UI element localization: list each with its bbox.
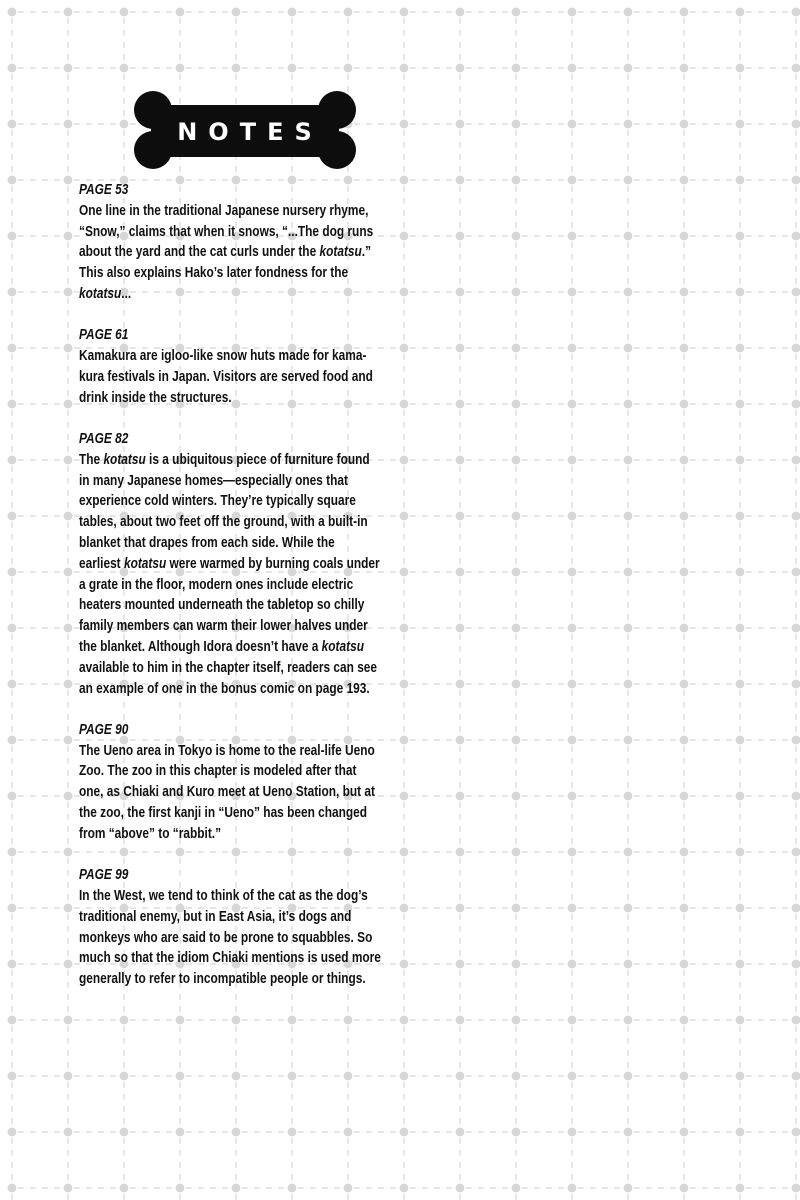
notes-badge <box>127 88 363 176</box>
note-line: monkeys who are said to be prone to squabbles. So <box>79 929 373 946</box>
note-page-53 <box>79 180 423 305</box>
note-line: experience cold winters. They’re typically square <box>79 493 356 510</box>
note-line: drink inside the structures. <box>79 389 232 406</box>
note-line: the blanket. Although Idora doesn’t have a kotatsu <box>79 638 364 655</box>
note-page-90 <box>79 720 423 845</box>
note-line: This also explains Hako’s later fondness for the <box>79 265 349 282</box>
note-page-82 <box>79 429 423 699</box>
note-line: generally to refer to incompatible people or things. <box>79 971 366 988</box>
note-line: the zoo, the first kanji in “Ueno” has been changed <box>79 805 368 822</box>
note-line: “Snow,” claims that when it snows, “...The dog runs <box>79 223 374 240</box>
note-line: kura festivals in Japan. Visitors are served food and <box>79 368 373 385</box>
note-heading: PAGE 61 <box>79 327 129 344</box>
note-line: available to him in the chapter itself, readers can see <box>79 659 378 676</box>
note-page-61 <box>79 325 423 408</box>
note-line: tables, about two feet off the ground, with a built-in <box>79 514 368 531</box>
note-line: The Ueno area in Tokyo is home to the real-life Ueno <box>79 742 375 759</box>
note-line: heaters mounted underneath the tabletop so chilly <box>79 597 365 614</box>
note-line: from “above” to “rabbit.” <box>79 825 222 842</box>
note-line: One line in the traditional Japanese nursery rhyme, <box>79 202 369 219</box>
note-line: an example of one in the bonus comic on page 193. <box>79 680 370 697</box>
note-line: in many Japanese homes—especially ones that <box>79 472 348 489</box>
note-line: Zoo. The zoo in this chapter is modeled after that <box>79 763 357 780</box>
note-heading: PAGE 90 <box>79 721 129 738</box>
note-line: a grate in the floor, modern ones include electric <box>79 576 354 593</box>
note-line: earliest kotatsu were warmed by burning coals under <box>79 555 380 572</box>
note-line: blanket that drapes from each side. While the <box>79 534 335 551</box>
note-line: about the yard and the cat curls under the kotatsu.” <box>79 244 372 261</box>
note-heading: PAGE 53 <box>79 182 129 198</box>
note-line: family members can warm their lower halves under <box>79 618 368 635</box>
note-heading: PAGE 99 <box>79 867 129 884</box>
note-line: kotatsu... <box>79 285 132 302</box>
note-line: The kotatsu is a ubiquitous piece of furniture found <box>79 451 370 468</box>
notes-list <box>79 180 381 1010</box>
note-line: much so that the idiom Chiaki mentions is used more <box>79 950 381 967</box>
note-line: traditional enemy, but in East Asia, it’s dogs and <box>79 908 352 925</box>
note-page-99 <box>79 865 423 990</box>
page-title: NOTES <box>177 118 323 146</box>
note-heading: PAGE 82 <box>79 430 129 447</box>
note-line: one, as Chiaki and Kuro meet at Ueno Station, but at <box>79 784 375 801</box>
note-line: In the West, we tend to think of the cat as the dog’s <box>79 887 368 904</box>
note-line: Kamakura are igloo-like snow huts made for kama- <box>79 348 367 365</box>
